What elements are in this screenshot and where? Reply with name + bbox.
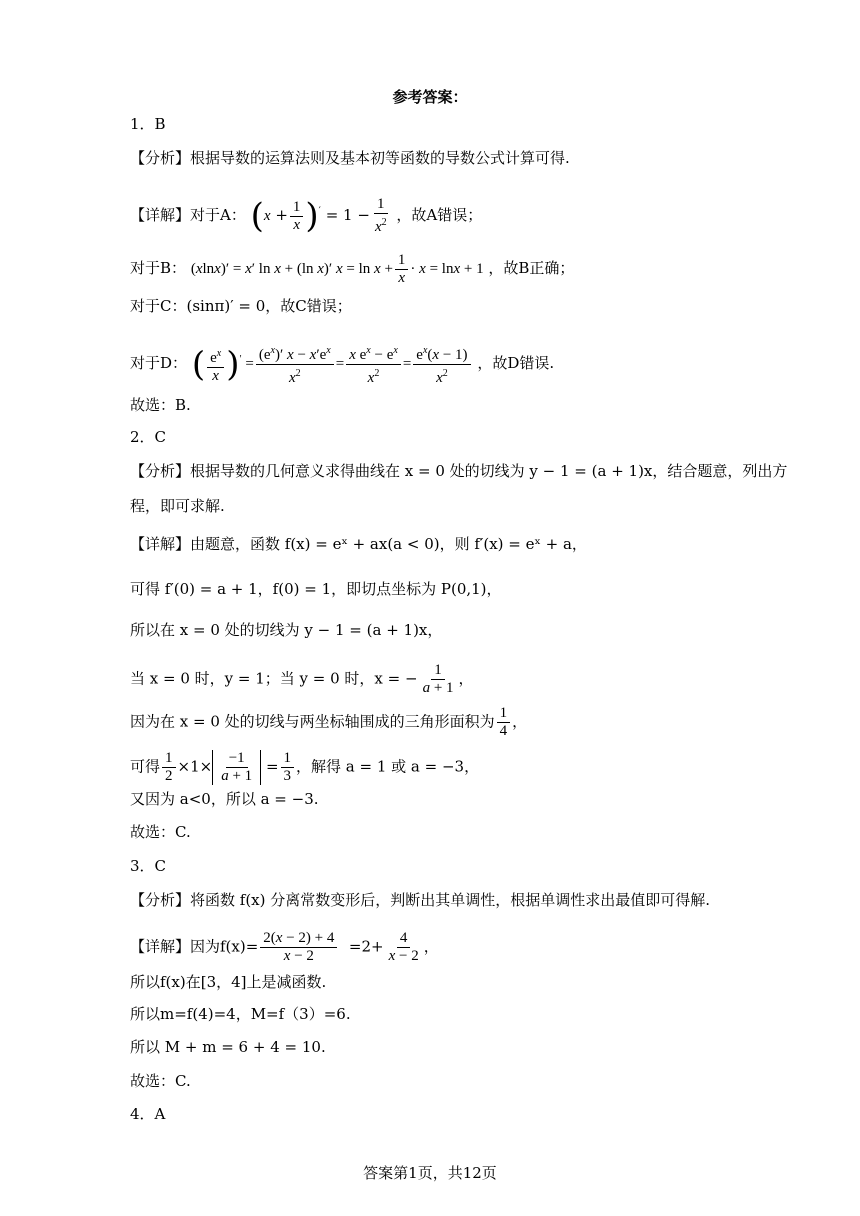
q2-detail-line2: 可得 f′(0) = a + 1，f(0) = 1，即切点坐标为 P(0,1)， — [130, 580, 502, 598]
q2-line5-text: 因为在 x = 0 处的切线与两坐标轴围成的三角形面积为 — [130, 712, 495, 731]
q3-detail-line1: 【详解】因为f(x)= $\frac{2(x - 2) + 4}{x - 2}$ =2+ $\frac{4}{x - 2}$ ， — [130, 930, 439, 964]
q3-detail-line2: 所以f(x)在[3，4]上是减函数. — [130, 973, 327, 991]
q2-detail-line3: 所以在 x = 0 处的切线为 y − 1 = (a + 1)x， — [130, 621, 443, 639]
q3-line1-text: 【详解】因为f(x)= — [130, 937, 259, 956]
q2-analysis-line2: 程，即可求解. — [130, 497, 225, 515]
q3-analysis: 【分析】将函数 f(x) 分离常数变形后，判断出其单调性，根据单调性求出最值即可得解. — [130, 891, 711, 909]
q1-formula-b: (xlnx)′ = x′ ln x + (ln x)′ x = ln x + $\frac{1}{x}$ · x = lnx + 1 — [190, 252, 484, 286]
q1-formula-d: ( $\frac{e^x}{x}$ )′ = $\frac{(e^x)' x - x'e^x}{x^2}$ = $\frac{x e^x - e^x}{x^2}$ = $\frac{e^x(x - 1)}{x^2}$ — [192, 356, 473, 372]
q1-detail-b-label: 对于B： — [130, 258, 187, 277]
q2-choose: 故选：C. — [130, 823, 191, 841]
page-footer: 答案第1页，共12页 — [363, 1164, 497, 1182]
q2-line5-frac: $\frac{1}{4}$ — [497, 705, 511, 740]
q1-analysis: 【分析】根据导数的运算法则及基本初等函数的导数公式计算可得. — [130, 149, 570, 167]
q1-detail-a-result: ，故A错误； — [396, 206, 483, 224]
q1-formula-a: (x + $\frac{1}{x}$ )′ = 1 − $\frac{1}{x^2}$ — [250, 196, 387, 236]
q2-analysis-line1: 【分析】根据导数的几何意义求得曲线在 x = 0 处的切线为 y − 1 = (a + 1)x，结合题意，列出方 — [130, 462, 788, 480]
q2-line4-frac: $\frac{1}{a + 1}$ — [422, 662, 454, 696]
q1-detail-b — [130, 252, 574, 287]
q2-detail-line7: 又因为 a<0，所以 a = −3. — [130, 790, 319, 808]
q1-detail-c: 对于C：(sinπ)′ = 0，故C错误； — [130, 297, 352, 315]
q3-frac-b: $\frac{4}{x - 2}$ — [388, 930, 419, 964]
q1-answer: 1．B — [130, 115, 166, 133]
q4-answer: 4．A — [130, 1105, 166, 1123]
q2-detail-line5: 因为在 x = 0 处的切线与两坐标轴围成的三角形面积为 $\frac{1}{4}$ ， — [130, 705, 528, 739]
q2-answer: 2．C — [130, 428, 167, 446]
q2-detail-line1: 【详解】由题意，函数 f(x) = eˣ + ax(a < 0)，则 f′(x) = eˣ + a， — [130, 535, 587, 553]
q3-choose: 故选：C. — [130, 1072, 191, 1090]
q3-frac-a: $\frac{2(x - 2) + 4}{x - 2}$ — [260, 930, 337, 965]
page-title: 参考答案： — [392, 88, 468, 106]
q2-line6-text: ，解得 a = 1 或 a = −3， — [296, 757, 480, 776]
q1-detail-d-label: 对于D： — [130, 353, 188, 372]
q1-detail-b-result: ，故B正确； — [488, 258, 575, 277]
q1-detail-d-result: ，故D错误. — [477, 353, 555, 372]
q3-detail-line3: 所以m=f(4)=4，M=f（3）=6. — [130, 1005, 351, 1023]
q1-detail-d — [130, 342, 554, 387]
q2-line4-text: 当 x = 0 时，y = 1；当 y = 0 时，x = − — [130, 669, 418, 688]
q1-detail-a-label: 【详解】对于A： — [130, 206, 246, 224]
q1-detail-a — [130, 196, 482, 236]
q2-detail-line6: 可得 $\frac{1}{2}$ ×1× $\frac{-1}{a + 1}$ = $\frac{1}{3}$ ，解得 a = 1 或 a = −3， — [130, 750, 480, 784]
q3-answer: 3．C — [130, 857, 167, 875]
q1-choose: 故选：B. — [130, 396, 191, 414]
q2-detail-line4: 当 x = 0 时，y = 1；当 y = 0 时，x = − $\frac{1}{a + 1}$ ， — [130, 662, 474, 696]
q3-detail-line4: 所以 M + m = 6 + 4 = 10. — [130, 1038, 326, 1056]
